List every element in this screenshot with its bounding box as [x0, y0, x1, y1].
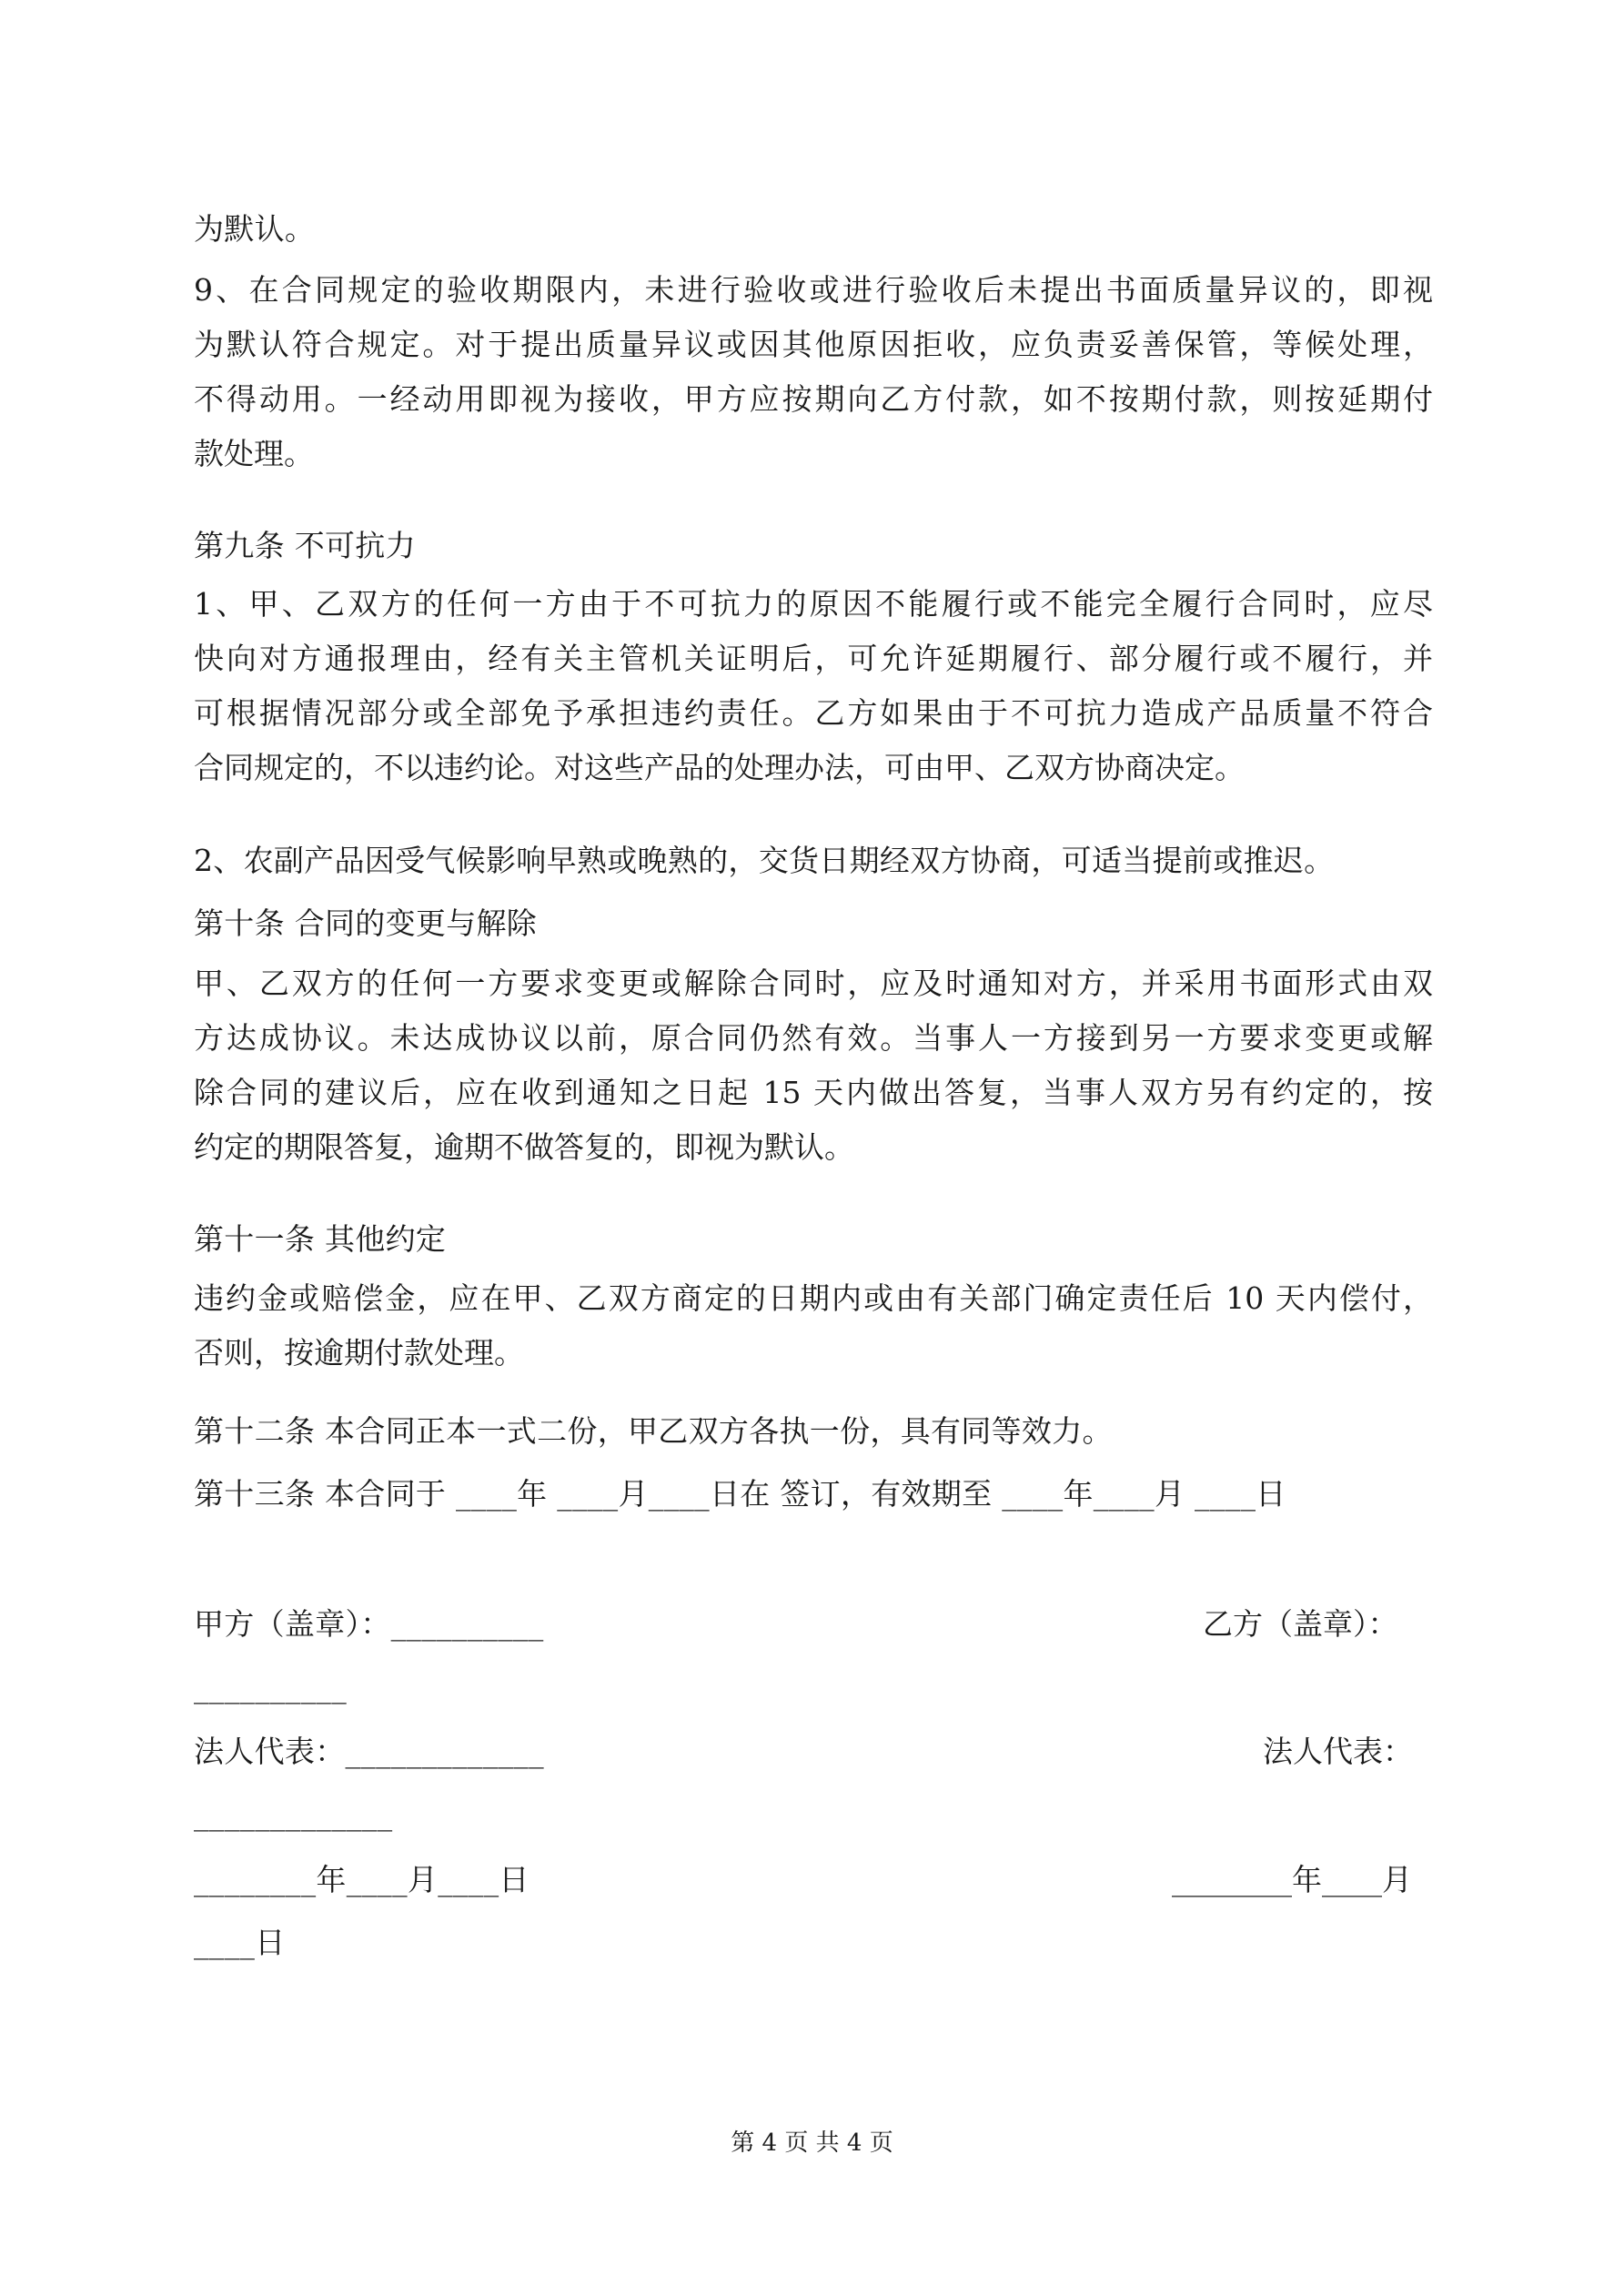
text-line: 除合同的建议后，应在收到通知之日起 15 天内做出答复，当事人双方另有约定的，按 — [194, 1075, 1433, 1110]
text-line: 款处理。 — [194, 436, 314, 471]
party-b-seal-blank: __________ — [194, 1669, 347, 1704]
legal-rep-b: 法人代表： — [1263, 1734, 1413, 1769]
clause-9-paragraph — [194, 268, 1433, 487]
party-b-seal: 乙方（盖章）： — [1203, 1606, 1398, 1642]
text-line: 否则，按逾期付款处理。 — [194, 1335, 524, 1371]
text-line: 方达成协议。未达成协议以前，原合同仍然有效。当事人一方接到另一方要求变更或解 — [194, 1020, 1433, 1056]
date-a: ________年____月____日 — [194, 1862, 530, 1897]
text-line: 9、在合同规定的验收期限内，未进行验收或进行验收后未提出书面质量异议的，即视 — [194, 272, 1433, 308]
party-a-seal: 甲方（盖章）：__________ — [194, 1606, 544, 1642]
text-line: 为默认符合规定。对于提出质量异议或因其他原因拒收，应负责妥善保管，等候处理， — [194, 327, 1433, 362]
paragraph-continuation: 为默认。 — [194, 211, 316, 247]
article-12: 第十二条 本合同正本一式二份，甲乙双方各执一份，具有同等效力。 — [194, 1413, 1113, 1449]
article-11-paragraph — [194, 1277, 1433, 1386]
date-b: ________年____月 — [1172, 1862, 1412, 1897]
article-13: 第十三条 本合同于 ____年 ____月____日在 签订，有效期至 ____年____月 ____日 — [194, 1476, 1286, 1512]
text-line: 快向对方通报理由，经有关主管机关证明后，可允许延期履行、部分履行或不履行，并 — [194, 641, 1433, 676]
text-line: 合同规定的，不以违约论。对这些产品的处理办法，可由甲、乙双方协商决定。 — [194, 750, 1245, 785]
text-line: 1、甲、乙双方的任何一方由于不可抗力的原因不能履行或不能完全履行合同时，应尽 — [194, 586, 1433, 622]
text-line: 不得动用。一经动用即视为接收，甲方应按期向乙方付款，如不按期付款，则按延期付 — [194, 381, 1433, 417]
date-b-day: ____日 — [194, 1925, 286, 1960]
text-line: 约定的期限答复，逾期不做答复的，即视为默认。 — [194, 1129, 854, 1165]
article-11-heading: 第十一条 其他约定 — [194, 1221, 447, 1257]
page-footer: 第 4 页 共 4 页 — [731, 2129, 893, 2157]
text-line: 可根据情况部分或全部免予承担违约责任。乙方如果由于不可抗力造成产品质量不符合 — [194, 695, 1433, 731]
article-10-heading: 第十条 合同的变更与解除 — [194, 905, 538, 941]
article-10-paragraph — [194, 962, 1433, 1180]
text-line: 甲、乙双方的任何一方要求变更或解除合同时，应及时通知对方，并采用书面形式由双 — [194, 966, 1433, 1001]
legal-rep-a: 法人代表：_____________ — [194, 1734, 544, 1769]
article-9-clause-2: 2、农副产品因受气候影响早熟或晚熟的，交货日期经双方协商，可适当提前或推迟。 — [194, 843, 1335, 878]
article-9-clause-1 — [194, 582, 1433, 801]
legal-rep-b-blank: _____________ — [194, 1796, 393, 1832]
article-9-heading: 第九条 不可抗力 — [194, 528, 416, 563]
text-line: 违约金或赔偿金，应在甲、乙双方商定的日期内或由有关部门确定责任后 10 天内偿付， — [194, 1280, 1433, 1316]
